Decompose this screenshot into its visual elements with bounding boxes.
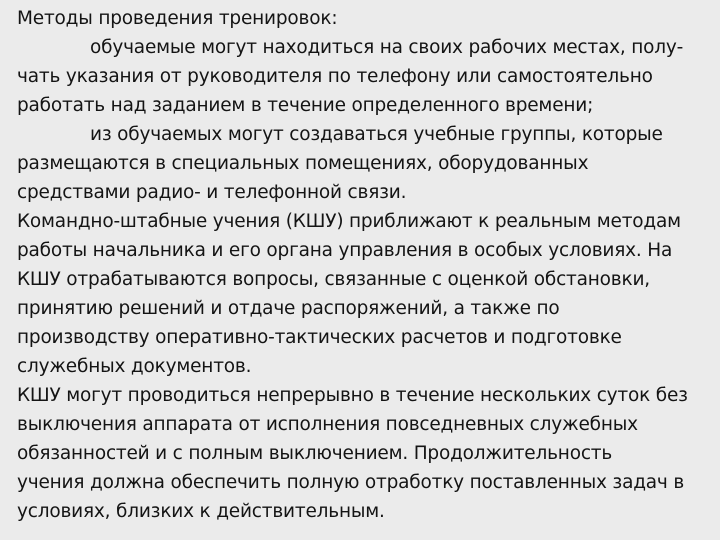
text-line: работы начальника и его органа управления в особых условиях. На [17, 240, 673, 261]
text-line: работать над заданием в течение определенного времени; [17, 95, 594, 116]
text-line: принятию решений и отдаче распоряжений, а также по [17, 298, 560, 319]
text-line: условиях, близких к действительным. [17, 501, 385, 522]
text-line: обучаемые могут находиться на своих рабочих местах, полу- [90, 37, 684, 58]
text-line: чать указания от руководителя по телефону или самостоятельно [17, 66, 653, 87]
text-line: из обучаемых могут создаваться учебные группы, которые [90, 124, 663, 145]
text-line: служебных документов. [17, 356, 252, 377]
text-line: Методы проведения тренировок: [17, 8, 338, 29]
text-line: учения должна обеспечить полную отработку поставленных задач в [17, 472, 685, 493]
text-line: производству оперативно-тактических расчетов и подготовке [17, 327, 622, 348]
text-line: Командно-штабные учения (КШУ) приближают к реальным методам [17, 211, 681, 232]
text-line: выключения аппарата от исполнения повседневных служебных [17, 414, 638, 435]
text-line: обязанностей и с полным выключением. Продолжительность [17, 443, 613, 464]
text-line: КШУ могут проводиться непрерывно в течение нескольких суток без [17, 385, 688, 406]
text-line: КШУ отрабатываются вопросы, связанные с оценкой обстановки, [17, 269, 650, 290]
text-line: средствами радио- и телефонной связи. [17, 182, 407, 203]
text-line: размещаются в специальных помещениях, оборудованных [17, 153, 589, 174]
